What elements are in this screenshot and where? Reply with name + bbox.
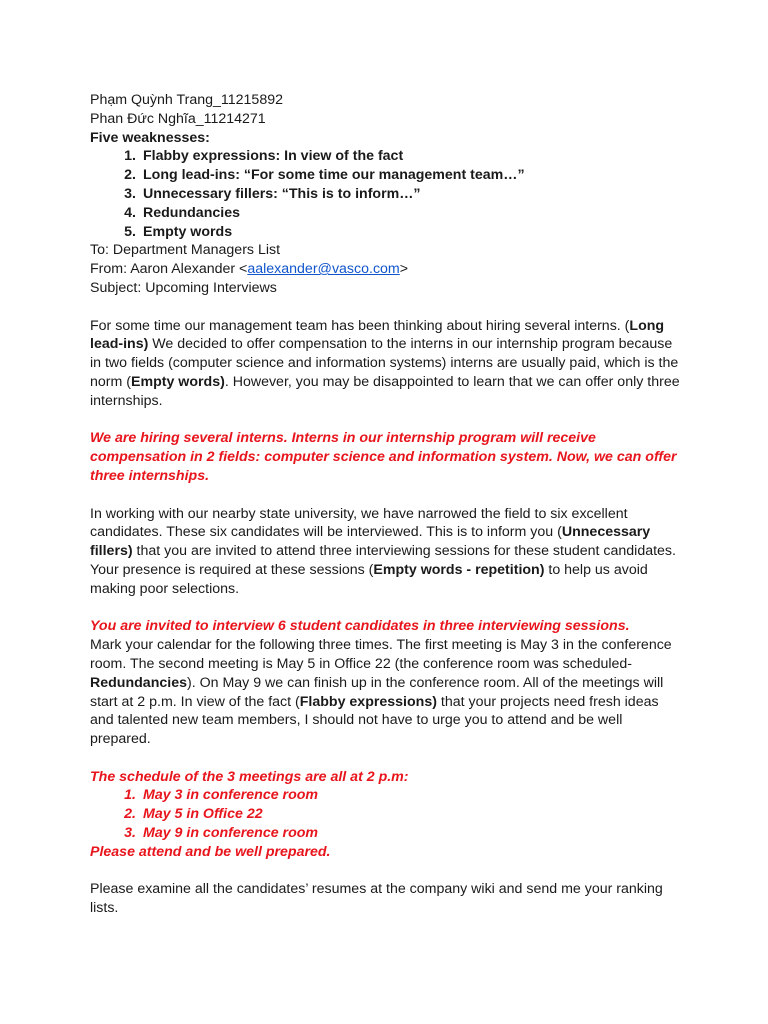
weakness-label: Empty words - repetition) [373,561,545,578]
list-text: May 9 in conference room [143,825,319,842]
author-line: Phan Đức Nghĩa_11214271 [90,110,266,127]
list-item [90,223,680,242]
from-suffix: > [399,261,409,278]
list-number: 2. [124,806,136,823]
list-text: Empty words [143,223,233,240]
paragraph-1 [90,317,680,411]
list-number: 3. [124,825,136,842]
list-number: 4. [124,204,136,221]
paragraph-2 [90,505,680,599]
weakness-label: Redundancies [90,674,187,691]
list-number: 5. [124,223,136,240]
paragraph-4: Please examine all the candidates’ resumes at the company wiki and send me your ranking lists. [90,881,663,917]
paragraph-text: We decided to offer compensation to the interns in our internship program because in two fields (computer science and information systems) interns are usually paid, which is the norm ( [90,336,679,390]
spacer [90,486,680,505]
author-line: Phạm Quỳnh Trang_11215892 [90,92,283,108]
list-item [90,147,680,166]
email-subject: Subject: Upcoming Interviews [90,279,277,296]
list-text: May 3 in conference room [143,787,319,804]
list-number: 1. [124,148,136,165]
list-item [90,824,680,843]
weakness-label: Empty words) [131,373,225,390]
paragraph-text: that you are invited to attend three interviewing sessions for these student candidates. Your presence is required at these sessions ( [90,543,676,578]
weakness-label: Flabby expressions) [299,693,437,710]
spacer [90,411,680,430]
spacer [90,749,680,768]
list-item [90,786,680,805]
list-number: 3. [124,185,136,202]
paragraph-text: . However, you may be disappointed to learn that we can offer only three internships. [90,373,680,409]
paragraph-text: In working with our nearby state university, we have narrowed the field to six excellent candidates. These six candidates will be interviewed. This is to inform you ( [90,505,628,541]
weakness-label: Long lead-ins) [90,317,665,353]
list-item [90,805,680,824]
paragraph-text: For some time our management team has been thinking about hiring several interns. ( [90,317,630,334]
revision-1: We are hiring several interns. Interns in our internship program will receive compensation in 2 fields: computer science and information system. Now, we can offer three internships. [90,430,677,484]
paragraph-text: that your projects need fresh ideas and talented new team members, I should not have to urge you to attend and be well prepared. [90,693,659,748]
paragraph-text: ). On May 9 we can finish up in the conference room. All of the meetings will start at 2 p.m. In view of the fact ( [90,674,664,710]
revision-3-closing: Please attend and be well prepared. [90,843,331,860]
spacer [90,599,680,618]
weaknesses-heading: Five weaknesses: [90,129,210,146]
spacer [90,298,680,317]
list-text: Redundancies [143,204,240,221]
list-text: Flabby expressions: In view of the fact [143,148,404,165]
paragraph-text: to help us avoid making poor selections. [90,561,648,597]
list-text: Long lead-ins: “For some time our management team…” [143,167,525,184]
list-number: 1. [124,787,136,804]
list-text: May 5 in Office 22 [143,806,263,823]
from-prefix: From: Aaron Alexander < [90,261,248,278]
schedule-list [90,786,680,842]
spacer [90,862,680,881]
email-from [90,260,680,279]
revision-3-heading: The schedule of the 3 meetings are all at 2 p.m: [90,768,409,785]
paragraph-text: Mark your calendar for the following three times. The first meeting is May 3 in the conference room. The second meeting is May 5 in Office 22 (the conference room was scheduled- [90,637,672,672]
paragraph-3 [90,636,680,749]
weakness-label: Unnecessary fillers) [90,524,651,560]
list-item [90,204,680,223]
document-page [90,91,680,918]
from-email-link[interactable]: aalexander@vasco.com [247,261,400,278]
revision-2: You are invited to interview 6 student candidates in three interviewing sessions. [90,618,630,635]
list-text: Unnecessary fillers: “This is to inform…” [143,185,421,202]
list-item [90,185,680,204]
email-to: To: Department Managers List [90,242,281,259]
list-item [90,166,680,185]
weaknesses-list [90,147,680,241]
list-number: 2. [124,167,136,184]
